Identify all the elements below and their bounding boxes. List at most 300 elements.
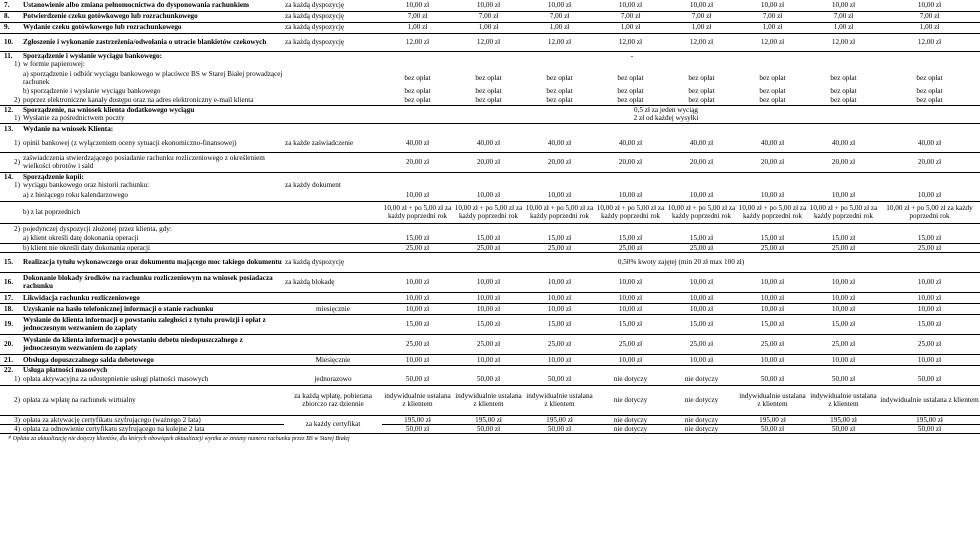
row-description: Sporządzenie, na wniosek klienta dodatkowego wyciągu xyxy=(23,105,195,114)
fee-cell: 10,00 zł xyxy=(808,292,879,303)
fee-cell: 15,00 zł xyxy=(666,234,737,243)
fee-cell: 10,00 zł xyxy=(382,190,453,201)
sub-number: 1) xyxy=(14,181,20,190)
fee-cell: 10,00 zł xyxy=(666,303,737,314)
row-number: 12. xyxy=(4,105,13,114)
table-row xyxy=(0,152,980,172)
row-description: Ustanowienie albo zmiana pełnomocnictwa do dysponowania rachunkiem xyxy=(22,0,284,11)
row-basis: za każdy certyfikat xyxy=(284,415,382,433)
fee-cell: 40,00 zł xyxy=(595,134,666,152)
row-number: 9. xyxy=(0,22,22,33)
fee-cell xyxy=(524,60,595,69)
fee-cell: 10,00 zł xyxy=(453,292,524,303)
fee-cell: bez opłat xyxy=(688,87,715,96)
fee-cell: indywidualnie ustalana z klientem xyxy=(808,385,879,415)
fee-cell: 12,00 zł xyxy=(524,33,595,51)
fee-cell: 10,00 zł xyxy=(524,190,595,201)
fee-cell: bez opłat xyxy=(808,96,879,105)
fee-cell: 10,00 zł xyxy=(453,0,524,11)
fee-cell: 10,00 zł xyxy=(453,272,524,292)
fee-text: 0,50% kwoty zajętej (min 20 zł max 100 zł) xyxy=(382,252,980,272)
sub-number: 2) xyxy=(0,152,22,172)
fee-cell: 15,00 zł xyxy=(666,314,737,334)
sub-number: 2) xyxy=(0,96,22,105)
row-number: 19. xyxy=(0,314,22,334)
fee-cell: 10,00 zł xyxy=(382,0,453,11)
fee-cell: bez opłat xyxy=(382,96,453,105)
fee-cell: bez opłat xyxy=(524,96,595,105)
fee-cell xyxy=(453,181,524,190)
fee-cell: 7,00 zł xyxy=(524,11,595,22)
row-number: 21. xyxy=(0,354,22,365)
fee-cell: indywidualnie ustalana z klientem xyxy=(879,385,980,415)
fee-cell: 50,00 zł xyxy=(879,424,980,433)
fee-cell: 12,00 zł xyxy=(382,33,453,51)
row-basis: za każdą wpłatę, pobierana zbiorczo raz dziennie xyxy=(284,385,382,415)
fee-cell: 10,00 zł xyxy=(737,292,808,303)
table-row xyxy=(0,223,980,234)
fee-cell: 20,00 zł xyxy=(808,152,879,172)
fee-cell: 10,00 zł xyxy=(879,272,980,292)
fee-cell: 40,00 zł xyxy=(382,134,453,152)
fee-cell: 25,00 zł xyxy=(879,243,980,252)
fee-cell: 20,00 zł xyxy=(666,152,737,172)
fee-cell: 50,00 zł xyxy=(524,374,595,385)
fee-cell: 15,00 zł xyxy=(453,234,524,243)
fee-cell: 1,00 zł xyxy=(453,22,524,33)
fee-cell: bez opłat xyxy=(759,87,786,96)
fee-cell: 1,00 zł xyxy=(666,22,737,33)
fee-cell: 10,00 zł + po 5,00 zł za każdy poprzedni rok xyxy=(737,201,808,223)
fee-cell: 15,00 zł xyxy=(524,234,595,243)
sub-description: opłata aktywacyjna za udostępnienie usługi płatności masowych xyxy=(22,374,284,385)
fee-cell: 10,00 zł xyxy=(879,190,980,201)
fee-cell: bez opłat xyxy=(666,96,737,105)
fee-cell: nie dotyczy xyxy=(666,374,737,385)
fee-cell: 10,00 zł xyxy=(666,190,737,201)
fee-cell: 10,00 zł xyxy=(595,292,666,303)
fee-cell: 12,00 zł xyxy=(737,33,808,51)
table-row xyxy=(0,385,980,415)
fee-cell: 40,00 zł xyxy=(879,134,980,152)
row-number: 11. xyxy=(4,51,13,60)
table-row xyxy=(0,272,980,292)
table-row xyxy=(0,252,980,272)
sub-description: a) z bieżącego roku kalendarzowego xyxy=(22,190,284,201)
fee-cell: bez opłat xyxy=(916,87,943,96)
row-number: 17. xyxy=(0,292,22,303)
fee-cell: 10,00 zł + po 5,00 zł za każdy poprzedni rok xyxy=(524,201,595,223)
sub-description: Wysłanie za pośrednictwem poczty xyxy=(22,114,284,123)
row-number: 15. xyxy=(0,252,22,272)
fee-cell xyxy=(382,223,453,234)
fee-cell: 12,00 zł xyxy=(666,33,737,51)
fee-cell: bez opłat xyxy=(737,96,808,105)
fee-cell: bez opłat xyxy=(453,96,524,105)
fee-cell xyxy=(666,223,737,234)
fee-cell: 50,00 zł xyxy=(453,374,524,385)
fee-cell: 10,00 zł xyxy=(808,272,879,292)
sub-description: pojedynczej dyspozycji złożonej przez klienta, gdy: xyxy=(23,224,172,233)
fee-cell: 10,00 zł + po 5,00 zł za każdy poprzedni rok xyxy=(879,201,980,223)
row-description: Sporządzenie kopii: xyxy=(23,172,84,181)
fee-cell: 10,00 zł xyxy=(595,190,666,201)
fee-cell: 25,00 zł xyxy=(666,334,737,354)
sub-description: b) sporządzenie i wysłanie wyciągu bankowego xyxy=(23,87,161,96)
fee-cell: 20,00 zł xyxy=(737,152,808,172)
fee-cell: 10,00 zł xyxy=(524,303,595,314)
table-row xyxy=(0,60,980,69)
sub-description: b) z lat poprzednich xyxy=(22,201,284,223)
fee-cell xyxy=(524,181,595,190)
fee-cell: 10,00 zł + po 5,00 zł za każdy poprzedni rok xyxy=(666,201,737,223)
fee-cell: 20,00 zł xyxy=(524,152,595,172)
row-description: Wydanie na wniosek Klienta: xyxy=(23,124,114,133)
sub-number: 1) xyxy=(0,114,22,123)
fee-cell: 15,00 zł xyxy=(382,314,453,334)
table-row xyxy=(0,51,980,60)
table-row xyxy=(0,114,980,123)
fee-cell: 15,00 zł xyxy=(595,314,666,334)
fee-cell: 25,00 zł xyxy=(524,243,595,252)
fee-cell: 10,00 zł + po 5,00 zł za każdy poprzedni rok xyxy=(595,201,666,223)
fee-cell: 25,00 zł xyxy=(524,334,595,354)
fee-cell xyxy=(879,60,980,69)
sub-description: opłata za wpłatę na rachunek wirtualny xyxy=(22,385,284,415)
fee-cell: 10,00 zł xyxy=(453,190,524,201)
fee-cell: 25,00 zł xyxy=(879,334,980,354)
row-basis: jednorazowo xyxy=(284,374,382,385)
row-number: 18. xyxy=(0,303,22,314)
fee-cell: 10,00 zł xyxy=(737,0,808,11)
fee-cell: 10,00 zł xyxy=(595,354,666,365)
table-row xyxy=(0,190,980,201)
table-row xyxy=(0,234,980,243)
fee-cell: bez opłat xyxy=(475,87,502,96)
row-description: Usługa płatności masowych xyxy=(23,365,108,374)
fee-cell: bez opłat xyxy=(879,96,980,105)
fee-cell xyxy=(595,181,666,190)
row-basis: za każdą dyspozycję xyxy=(284,11,382,22)
row-basis: za każdą dyspozycję xyxy=(284,22,382,33)
fee-cell: 1,00 zł xyxy=(524,22,595,33)
table-row xyxy=(0,105,980,114)
fee-cell: 15,00 zł xyxy=(879,234,980,243)
fee-cell: 10,00 zł xyxy=(666,292,737,303)
fee-cell xyxy=(737,60,808,69)
fee-cell: 10,00 zł xyxy=(595,272,666,292)
sub-description: b) klient nie określi daty dokonania operacji xyxy=(22,243,284,252)
row-number: 16. xyxy=(0,272,22,292)
fee-cell: 10,00 zł + po 5,00 zł za każdy poprzedni rok xyxy=(382,201,453,223)
fee-cell: bez opłat xyxy=(546,73,573,82)
fee-cell: 10,00 zł + po 5,00 zł za każdy poprzedni rok xyxy=(453,201,524,223)
fee-cell: 12,00 zł xyxy=(808,33,879,51)
fee-cell: nie dotyczy xyxy=(666,415,737,424)
table-row xyxy=(0,87,980,96)
row-description: Realizacja tytułu wykonawczego oraz dokumentu mającego moc takiego dokumentu xyxy=(22,252,284,272)
fee-cell: 10,00 zł xyxy=(879,354,980,365)
table-row xyxy=(0,96,980,105)
fee-cell: bez opłat xyxy=(617,87,644,96)
fee-cell: 25,00 zł xyxy=(382,334,453,354)
fee-cell: 195,00 zł xyxy=(879,415,980,424)
fee-cell: bez opłat xyxy=(546,87,573,96)
fee-cell: 10,00 zł xyxy=(737,272,808,292)
sub-description: opłata za aktywację certyfikatu szyfrującego (ważnego 2 lata) xyxy=(22,415,284,424)
row-basis: za każde zaświadczenie xyxy=(284,134,382,152)
fee-cell: 40,00 zł xyxy=(524,134,595,152)
fee-cell: 15,00 zł xyxy=(808,234,879,243)
fee-cell: 7,00 zł xyxy=(737,11,808,22)
fee-cell: 25,00 zł xyxy=(808,243,879,252)
fee-cell: 10,00 zł xyxy=(879,292,980,303)
fee-cell: 7,00 zł xyxy=(382,11,453,22)
fee-cell xyxy=(595,60,666,69)
fee-cell: indywidualnie ustalana z klientem xyxy=(382,385,453,415)
fee-cell: 12,00 zł xyxy=(453,33,524,51)
fee-cell: 50,00 zł xyxy=(808,374,879,385)
fee-cell: 195,00 zł xyxy=(524,415,595,424)
row-description: Obsługa dopuszczalnego salda debetowego xyxy=(22,354,284,365)
fee-cell xyxy=(808,60,879,69)
fee-cell: 7,00 zł xyxy=(666,11,737,22)
row-basis: za każdą dyspozycję xyxy=(284,252,382,272)
row-description: Uzyskanie na hasło telefonicznej informacji o stanie rachunku xyxy=(22,303,284,314)
fee-cell: nie dotyczy xyxy=(666,424,737,433)
fee-cell: 15,00 zł xyxy=(737,314,808,334)
fee-cell: 10,00 zł xyxy=(737,190,808,201)
fee-cell: 10,00 zł xyxy=(737,354,808,365)
fee-cell xyxy=(879,181,980,190)
fee-cell: 1,00 zł xyxy=(808,22,879,33)
row-number: 8. xyxy=(0,11,22,22)
table-row xyxy=(0,134,980,152)
fee-cell: 7,00 zł xyxy=(879,11,980,22)
table-row xyxy=(0,303,980,314)
fee-cell: 50,00 zł xyxy=(524,424,595,433)
fee-cell: 40,00 zł xyxy=(453,134,524,152)
fee-cell: 20,00 zł xyxy=(595,152,666,172)
sub-description: opłata za odnowienie certyfikatu szyfrującego na kolejne 2 lata xyxy=(22,424,284,433)
row-description: Wydanie czeku gotówkowego lub rozrachunkowego xyxy=(22,22,284,33)
fee-cell: bez opłat xyxy=(475,73,502,82)
table-row xyxy=(0,334,980,354)
table-row xyxy=(0,33,980,51)
row-number: 22. xyxy=(4,365,13,374)
fee-cell: 50,00 zł xyxy=(879,374,980,385)
table-row xyxy=(0,11,980,22)
fee-cell: bez opłat xyxy=(404,87,431,96)
table-row xyxy=(0,201,980,223)
fee-cell: 10,00 zł xyxy=(666,272,737,292)
fee-cell: indywidualnie ustalana z klientem xyxy=(453,385,524,415)
fee-cell: 50,00 zł xyxy=(382,424,453,433)
fee-cell: 7,00 zł xyxy=(808,11,879,22)
fee-cell: 10,00 zł xyxy=(879,303,980,314)
fee-cell: 40,00 zł xyxy=(808,134,879,152)
row-number: 14. xyxy=(4,172,13,181)
fee-cell: 15,00 zł xyxy=(737,234,808,243)
fee-cell xyxy=(453,223,524,234)
fee-cell: 10,00 zł xyxy=(879,0,980,11)
fee-cell: 10,00 zł xyxy=(666,354,737,365)
table-row xyxy=(0,424,980,433)
fee-cell: 10,00 zł xyxy=(524,354,595,365)
row-basis: za każdą dyspozycję xyxy=(284,0,382,11)
fee-cell: 10,00 zł xyxy=(808,303,879,314)
sub-description: zaświadczenia stwierdzającego posiadanie rachunku rozliczeniowego z określeniem wielkości obrotów i sald xyxy=(22,152,284,172)
row-description: Sporządzenie i wysłanie wyciągu bankowego: xyxy=(23,51,162,60)
fee-cell: 10,00 zł xyxy=(524,292,595,303)
fee-cell: 1,00 zł xyxy=(595,22,666,33)
table-row xyxy=(0,374,980,385)
fee-cell: 10,00 zł xyxy=(382,303,453,314)
sub-description: w formie papierowej: xyxy=(23,60,85,69)
table-row xyxy=(0,69,980,87)
fee-cell: bez opłat xyxy=(688,73,715,82)
table-row xyxy=(0,181,980,190)
sub-description: a) sporządzenie i odbiór wyciągu bankowego w placówce BS w Starej Białej prowadzącej rachunek xyxy=(23,69,283,86)
fee-cell: 10,00 zł xyxy=(524,0,595,11)
fee-cell: 15,00 zł xyxy=(382,234,453,243)
fee-cell: bez opłat xyxy=(830,87,857,96)
fee-cell: bez opłat xyxy=(916,73,943,82)
fee-cell: 20,00 zł xyxy=(453,152,524,172)
row-basis: za każdy dokument xyxy=(285,181,341,190)
sub-description: a) klient określi datę dokonania operacji xyxy=(22,234,284,243)
table-row xyxy=(0,243,980,252)
fee-cell: 10,00 zł xyxy=(737,303,808,314)
fee-cell: 7,00 zł xyxy=(595,11,666,22)
fee-cell: 1,00 zł xyxy=(737,22,808,33)
fee-cell: 15,00 zł xyxy=(808,314,879,334)
fee-cell xyxy=(595,223,666,234)
fee-cell: 25,00 zł xyxy=(595,334,666,354)
fee-cell: 20,00 zł xyxy=(879,152,980,172)
fee-cell xyxy=(737,181,808,190)
fee-cell xyxy=(666,181,737,190)
fee-cell: 15,00 zł xyxy=(453,314,524,334)
fee-cell xyxy=(879,223,980,234)
fee-cell: 7,00 zł xyxy=(453,11,524,22)
fee-cell: 10,00 zł xyxy=(808,354,879,365)
fee-cell xyxy=(808,181,879,190)
fee-cell: nie dotyczy xyxy=(595,374,666,385)
fee-text: 0,5 zł za jeden wyciąg xyxy=(633,105,699,114)
fee-cell: 25,00 zł xyxy=(595,243,666,252)
fee-cell: 50,00 zł xyxy=(453,424,524,433)
sub-number: 2) xyxy=(0,385,22,415)
fee-cell: 10,00 zł xyxy=(524,272,595,292)
fee-cell: indywidualnie ustalana z klientem xyxy=(737,385,808,415)
table-row xyxy=(0,0,980,11)
fee-cell: 10,00 zł xyxy=(595,0,666,11)
table-row xyxy=(0,365,980,374)
fee-cell: 25,00 zł xyxy=(666,243,737,252)
fee-cell: 50,00 zł xyxy=(808,424,879,433)
fee-cell xyxy=(382,181,453,190)
row-number: 20. xyxy=(0,334,22,354)
fee-cell: bez opłat xyxy=(595,96,666,105)
fee-cell: 12,00 zł xyxy=(879,33,980,51)
table-row xyxy=(0,314,980,334)
fee-cell: 25,00 zł xyxy=(453,334,524,354)
fee-cell xyxy=(666,60,737,69)
fee-cell: 10,00 zł xyxy=(666,0,737,11)
fee-cell: indywidualnie ustalana z klientem xyxy=(524,385,595,415)
table-row xyxy=(0,354,980,365)
fee-cell: 50,00 zł xyxy=(737,374,808,385)
fee-cell: nie dotyczy xyxy=(595,415,666,424)
row-number: 7. xyxy=(0,0,22,11)
fee-cell: 1,00 zł xyxy=(382,22,453,33)
fee-cell: 25,00 zł xyxy=(808,334,879,354)
fee-cell: 50,00 zł xyxy=(382,374,453,385)
fee-cell: 12,00 zł xyxy=(595,33,666,51)
row-description: Likwidacja rachunku rozliczeniowego xyxy=(22,292,284,303)
table-row xyxy=(0,123,980,134)
fee-cell: 50,00 zł xyxy=(737,424,808,433)
row-description: Wysłanie do klienta informacji o powstaniu debetu niedopuszczalnego z jednoczesnym wezwaniem do zapłaty xyxy=(22,334,284,354)
sub-description: poprzez elektroniczne kanały dostępu oraz na adres elektroniczny e-mail klienta xyxy=(22,96,284,105)
fee-cell: 10,00 zł + po 5,00 zł za każdy poprzedni rok xyxy=(808,201,879,223)
row-description: Dokonanie blokady środków na rachunku rozliczeniowym na wniosek posiadacza rachunku xyxy=(22,272,284,292)
fee-cell: 10,00 zł xyxy=(595,303,666,314)
fee-cell: 195,00 zł xyxy=(737,415,808,424)
row-number: 10. xyxy=(0,33,22,51)
row-description: Potwierdzenie czeku gotówkowego lub rozrachunkowego xyxy=(22,11,284,22)
fee-cell xyxy=(808,223,879,234)
sub-description: opinii bankowej (z wyłączeniem oceny sytuacji ekonomiczno-finansowej) xyxy=(22,134,284,152)
sub-description: wyciągu bankowego oraz historii rachunku: xyxy=(23,181,150,190)
sub-number: 3) xyxy=(0,415,22,424)
fee-cell: bez opłat xyxy=(617,73,644,82)
fee-cell: nie dotyczy xyxy=(666,385,737,415)
table-row xyxy=(0,172,980,181)
fee-cell: 15,00 zł xyxy=(595,234,666,243)
sub-number: 2) xyxy=(14,224,20,233)
row-basis: za każdą blokadę xyxy=(284,272,382,292)
fee-cell xyxy=(524,223,595,234)
fee-cell: bez opłat xyxy=(404,73,431,82)
fee-cell: nie dotyczy xyxy=(595,385,666,415)
table-row xyxy=(0,22,980,33)
fee-cell xyxy=(737,223,808,234)
table-row xyxy=(0,415,980,424)
row-basis: Miesięcznie xyxy=(284,354,382,365)
footnote: ³⁾ Opłata za aktualizację nie dotyczy klientów, dla których obowiązek aktualizacji wynika ze zmiany numeru rachunku przez BS w Starej Białej xyxy=(8,436,350,443)
fee-cell: bez opłat xyxy=(759,73,786,82)
fee-cell: 20,00 zł xyxy=(382,152,453,172)
fee-cell: 25,00 zł xyxy=(737,334,808,354)
row-number: 13. xyxy=(4,124,13,133)
sub-number: 1) xyxy=(0,134,22,152)
fee-cell: 25,00 zł xyxy=(453,243,524,252)
table-row xyxy=(0,292,980,303)
fee-cell: 40,00 zł xyxy=(666,134,737,152)
fee-cell: 10,00 zł xyxy=(382,354,453,365)
sub-number: 1) xyxy=(0,374,22,385)
fee-cell: 10,00 zł xyxy=(808,190,879,201)
fee-cell xyxy=(453,60,524,69)
fee-cell: 195,00 zł xyxy=(382,415,453,424)
fee-cell: 10,00 zł xyxy=(808,0,879,11)
dash: - xyxy=(630,51,634,60)
fee-cell xyxy=(382,60,453,69)
fee-cell: 15,00 zł xyxy=(524,314,595,334)
row-description: Wysłanie do klienta informacji o powstaniu zaległości z tytułu prowizji i opłat z jednoczesnym wezwaniem do zapłaty xyxy=(22,314,284,334)
